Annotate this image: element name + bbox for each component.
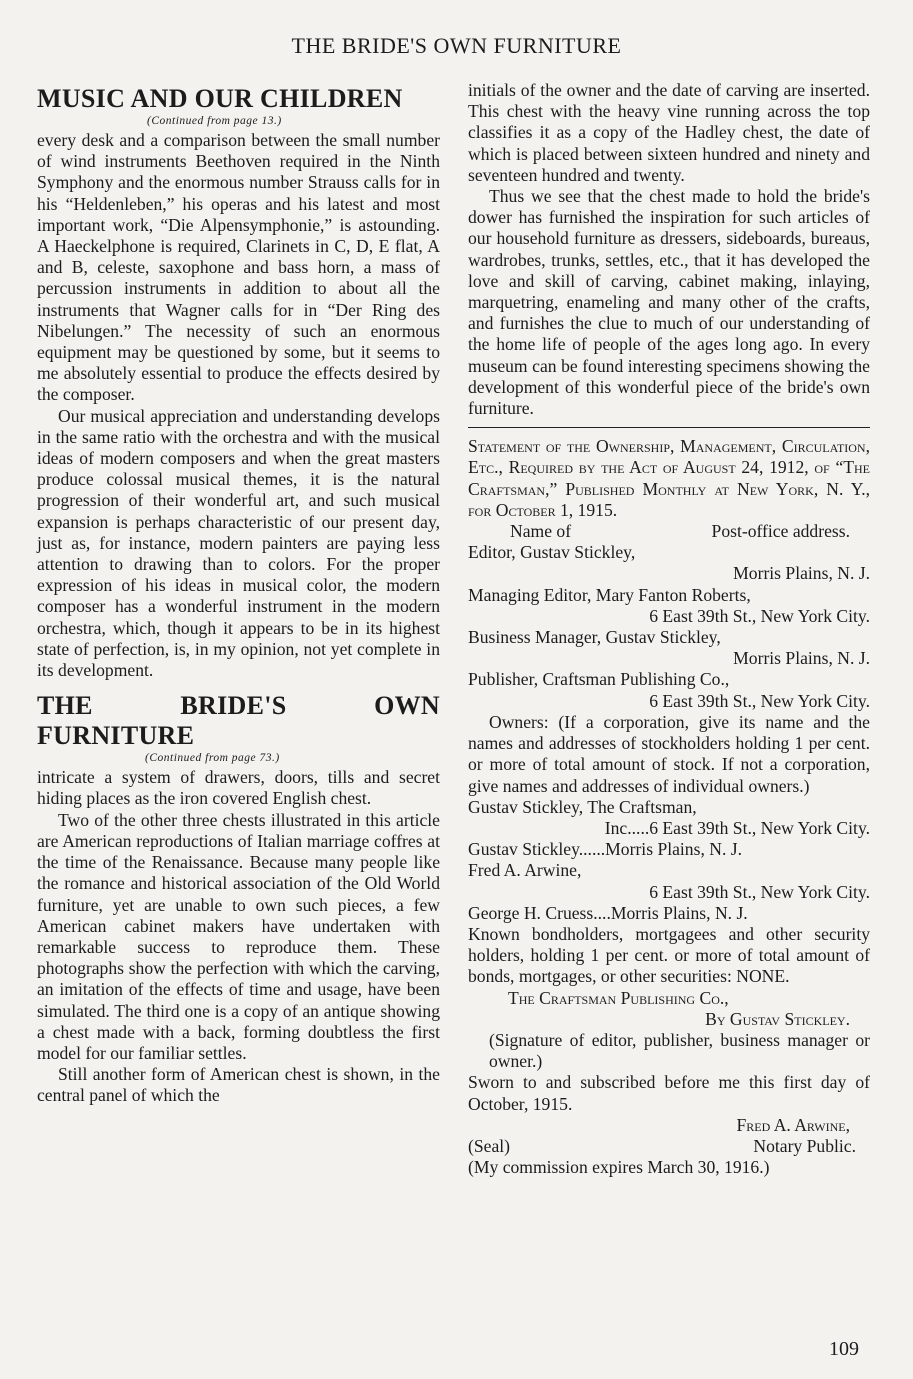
company-signature: The Craftsman Publishing Co., [508, 987, 729, 1008]
commission-note: (My commission expires March 30, 1916.) [468, 1157, 770, 1178]
bride-paragraph-4: initials of the owner and the date of carving are inserted. This chest with the heavy vine running across the top classifies it as a copy of the Hadley chest, the date of which is placed between sixteen hundred and ninety and seventeen hundred and twenty. [468, 80, 870, 185]
bride-paragraph-5: Thus we see that the chest made to hold the bride's dower has furnished the inspiration for such articles of our household furniture as dressers, sideboards, bureaus, wardrobes, trunks, settles, etc., that it has developed the love and skill of carving, cabinet making, inlaying, marquetring, enameling and many other of the crafts, and furnishes the clue to much of our understanding of the home life of people of the ages long ago. In every museum can be found interesting specimens showing the development of this wonderful piece of the bride's own furniture. [468, 186, 870, 419]
business-manager-address: Morris Plains, N. J. [733, 648, 870, 669]
bride-paragraph-1: intricate a system of drawers, doors, tills and secret hiding places as the iron covered English chest. [37, 767, 440, 809]
editor-line: Editor, Gustav Stickley, [468, 542, 636, 563]
managing-editor-line: Managing Editor, Mary Fanton Roberts, [468, 584, 751, 605]
bride-continued-note: (Continued from page 73.) [145, 752, 280, 765]
column-header-name: Name of [510, 521, 572, 542]
business-manager-line: Business Manager, Gustav Stickley, [468, 627, 721, 648]
notary-name: Fred A. Arwine, [736, 1114, 850, 1135]
owner-3: Fred A. Arwine, [468, 860, 582, 881]
managing-editor-address: 6 East 39th St., New York City. [649, 605, 870, 626]
bride-article-title: THE BRIDE'S OWN FURNITURE [37, 691, 440, 751]
statement-heading: Statement of the Ownership, Management, Circulation, Etc., Required by the Act of August 24, 1912, of “The Craftsman,” Published Monthly at New York, N. Y., for October 1, 1915. [468, 436, 870, 520]
owner-3-address: 6 East 39th St., New York City. [649, 881, 870, 902]
owners-paragraph: Owners: (If a corporation, give its name and the names and addresses of stockholders holding 1 per cent. or more of total amount of stock. If not a corporation, give names and addresses of individual owners.) [468, 711, 870, 796]
music-paragraph-2: Our musical appreciation and understanding develops in the same ratio with the orchestra and with the musical ideas of modern composers and when the great masters produce colossal musical themes, it is the natural progression of their wonderful art, and such musical expansion is perhaps characteristic of our present day, just as, for instance, modern painters are paying less attention to drawing than to colors. For the proper expression of his ideas in musical color, the modern composer has a wonderful instrument in the modern orchestra, which, though it appears to be in its highest state of perfection, is, in my opinion, not yet complete in its development. [37, 405, 440, 681]
column-header-address: Post-office address. [711, 521, 850, 542]
music-continued-note: (Continued from page 13.) [147, 115, 282, 127]
owner-2: Gustav Stickley......Morris Plains, N. J. [468, 839, 742, 860]
signature-note: (Signature of editor, publisher, business manager or owner.) [489, 1029, 870, 1072]
seal-notary-line [468, 1136, 870, 1157]
left-column [37, 80, 440, 1107]
bride-paragraph-3: Still another form of American chest is shown, in the central panel of which the [37, 1064, 440, 1106]
owner-4: George H. Cruess....Morris Plains, N. J. [468, 902, 748, 923]
publisher-line: Publisher, Craftsman Publishing Co., [468, 669, 730, 690]
ownership-statement [468, 436, 870, 1178]
running-head: THE BRIDE'S OWN FURNITURE [291, 33, 622, 58]
signed-by: By Gustav Stickley. [705, 1008, 850, 1029]
notary-label: Notary Public. [753, 1135, 856, 1156]
publisher-address: 6 East 39th St., New York City. [649, 690, 870, 711]
seal-label: (Seal) [468, 1135, 511, 1156]
sworn-statement: Sworn to and subscribed before me this first day of October, 1915. [468, 1072, 870, 1114]
right-column [468, 80, 870, 1178]
music-article-title: MUSIC AND OUR CHILDREN [37, 84, 403, 113]
section-divider [468, 427, 870, 428]
owner-1-address: Inc.....6 East 39th St., New York City. [604, 817, 870, 838]
bride-paragraph-2: Two of the other three chests illustrated in this article are American reproductions of Italian marriage coffres at the time of the Renaissance. Because many people like the romance and historical association of the Old World furniture, yet are unable to own such pieces, a few American cabinet makers have undertaken with remarkable success to reproduce them. These photographs show the perfection with which the carving, an imitation of the effects of time and usage, have been simulated. The third one is a copy of an antique showing a chest made with a back, forming doubtless the first model for our familiar settles. [37, 809, 440, 1063]
page-number: 109 [829, 1338, 859, 1360]
owner-1: Gustav Stickley, The Craftsman, [468, 796, 697, 817]
bondholders-paragraph: Known bondholders, mortgagees and other security holders, holding 1 per cent. or more of total amount of bonds, mortgages, or other securities: NONE. [468, 923, 870, 987]
statement-column-headers [468, 521, 870, 542]
editor-address: Morris Plains, N. J. [733, 563, 870, 584]
music-paragraph-1: every desk and a comparison between the small number of wind instruments Beethoven required in the Ninth Symphony and the enormous number Strauss calls for in his “Heldenleben,” his operas and his latest and most important work, “Die Alpensymphonie,” is astounding. A Haeckelphone is required, Clarinets in C, D, E flat, A and B, celeste, saxophone and bass horn, a mass of percussion instruments in addition to about all the instruments that Wagner calls for in “Der Ring des Nibelungen.” The necessity of such an enormous equipment may be questioned by some, but it seems to me absolutely essential to produce the effects desired by the composer. [37, 130, 440, 405]
